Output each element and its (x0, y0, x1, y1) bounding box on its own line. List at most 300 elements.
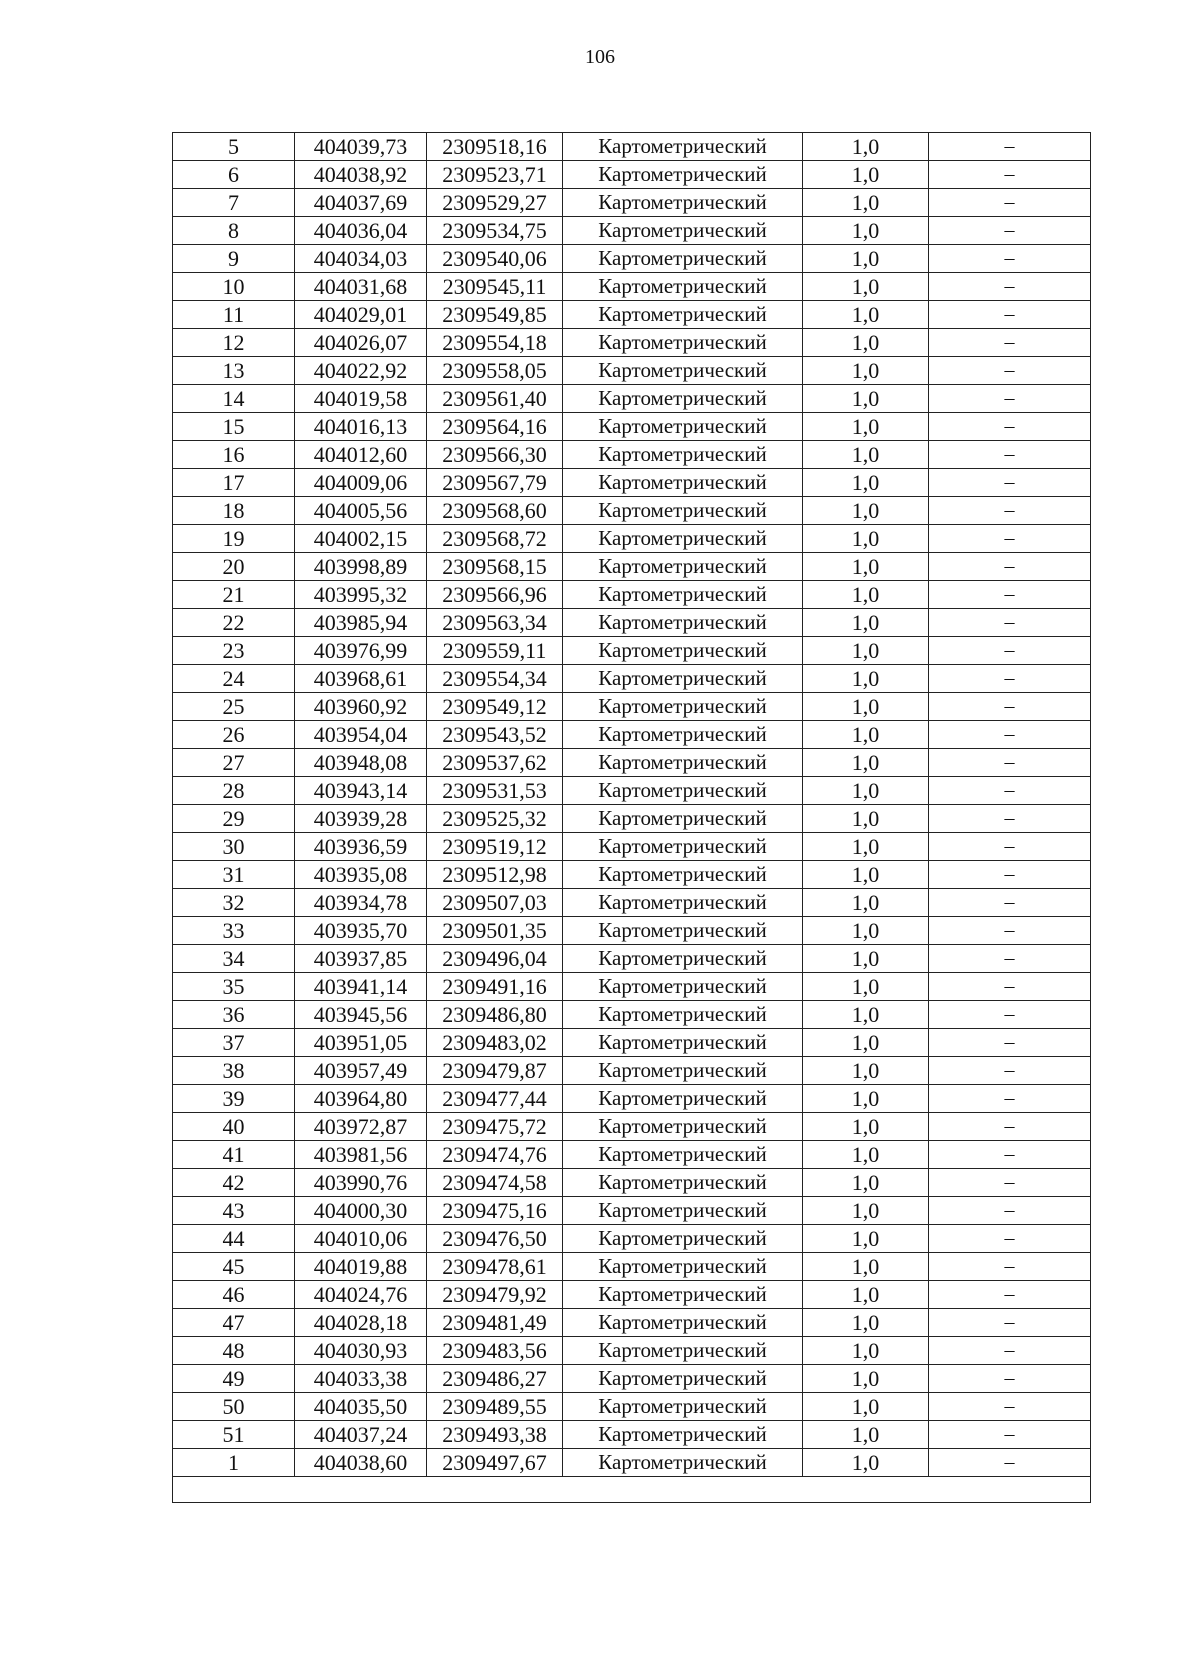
note-cell: – (929, 889, 1091, 917)
note-cell: – (929, 1393, 1091, 1421)
x-coordinate-cell: 404034,03 (295, 245, 427, 273)
y-coordinate-cell: 2309549,12 (427, 693, 563, 721)
precision-cell: 1,0 (803, 301, 929, 329)
x-coordinate-cell: 404022,92 (295, 357, 427, 385)
precision-cell: 1,0 (803, 1281, 929, 1309)
point-number-cell: 6 (173, 161, 295, 189)
note-cell: – (929, 665, 1091, 693)
table-row (173, 189, 1091, 217)
y-coordinate-cell: 2309491,16 (427, 973, 563, 1001)
x-coordinate-cell: 403995,32 (295, 581, 427, 609)
point-number-cell: 19 (173, 525, 295, 553)
note-cell: – (929, 861, 1091, 889)
note-cell: – (929, 441, 1091, 469)
table-row (173, 1253, 1091, 1281)
precision-cell: 1,0 (803, 861, 929, 889)
precision-cell: 1,0 (803, 973, 929, 1001)
precision-cell: 1,0 (803, 469, 929, 497)
precision-cell: 1,0 (803, 1169, 929, 1197)
method-cell: Картометрический (563, 469, 803, 497)
x-coordinate-cell: 404030,93 (295, 1337, 427, 1365)
x-coordinate-cell: 404031,68 (295, 273, 427, 301)
coordinates-table-body (173, 133, 1091, 1503)
y-coordinate-cell: 2309512,98 (427, 861, 563, 889)
point-number-cell: 16 (173, 441, 295, 469)
table-row (173, 357, 1091, 385)
point-number-cell: 23 (173, 637, 295, 665)
precision-cell: 1,0 (803, 833, 929, 861)
method-cell: Картометрический (563, 861, 803, 889)
y-coordinate-cell: 2309501,35 (427, 917, 563, 945)
point-number-cell: 36 (173, 1001, 295, 1029)
point-number-cell: 38 (173, 1057, 295, 1085)
note-cell: – (929, 749, 1091, 777)
note-cell: – (929, 1197, 1091, 1225)
point-number-cell: 45 (173, 1253, 295, 1281)
table-row (173, 693, 1091, 721)
precision-cell: 1,0 (803, 1141, 929, 1169)
method-cell: Картометрический (563, 1113, 803, 1141)
x-coordinate-cell: 404019,88 (295, 1253, 427, 1281)
y-coordinate-cell: 2309568,72 (427, 525, 563, 553)
method-cell: Картометрический (563, 1029, 803, 1057)
table-row (173, 637, 1091, 665)
x-coordinate-cell: 404019,58 (295, 385, 427, 413)
method-cell: Картометрический (563, 161, 803, 189)
point-number-cell: 5 (173, 133, 295, 161)
x-coordinate-cell: 404002,15 (295, 525, 427, 553)
x-coordinate-cell: 404005,56 (295, 497, 427, 525)
table-row (173, 805, 1091, 833)
precision-cell: 1,0 (803, 749, 929, 777)
x-coordinate-cell: 403934,78 (295, 889, 427, 917)
note-cell: – (929, 245, 1091, 273)
x-coordinate-cell: 403985,94 (295, 609, 427, 637)
note-cell: – (929, 637, 1091, 665)
precision-cell: 1,0 (803, 637, 929, 665)
point-number-cell: 7 (173, 189, 295, 217)
precision-cell: 1,0 (803, 1029, 929, 1057)
x-coordinate-cell: 404037,24 (295, 1421, 427, 1449)
point-number-cell: 1 (173, 1449, 295, 1477)
point-number-cell: 50 (173, 1393, 295, 1421)
x-coordinate-cell: 403981,56 (295, 1141, 427, 1169)
x-coordinate-cell: 403964,80 (295, 1085, 427, 1113)
table-row (173, 525, 1091, 553)
x-coordinate-cell: 403957,49 (295, 1057, 427, 1085)
method-cell: Картометрический (563, 441, 803, 469)
precision-cell: 1,0 (803, 1449, 929, 1477)
empty-table-row (173, 1477, 1091, 1503)
y-coordinate-cell: 2309483,56 (427, 1337, 563, 1365)
method-cell: Картометрический (563, 1449, 803, 1477)
y-coordinate-cell: 2309543,52 (427, 721, 563, 749)
table-row (173, 245, 1091, 273)
table-row (173, 1421, 1091, 1449)
y-coordinate-cell: 2309537,62 (427, 749, 563, 777)
y-coordinate-cell: 2309479,92 (427, 1281, 563, 1309)
method-cell: Картометрический (563, 217, 803, 245)
point-number-cell: 47 (173, 1309, 295, 1337)
method-cell: Картометрический (563, 1309, 803, 1337)
method-cell: Картометрический (563, 301, 803, 329)
x-coordinate-cell: 403935,08 (295, 861, 427, 889)
y-coordinate-cell: 2309474,76 (427, 1141, 563, 1169)
method-cell: Картометрический (563, 749, 803, 777)
point-number-cell: 14 (173, 385, 295, 413)
table-row (173, 1085, 1091, 1113)
y-coordinate-cell: 2309507,03 (427, 889, 563, 917)
precision-cell: 1,0 (803, 1309, 929, 1337)
y-coordinate-cell: 2309481,49 (427, 1309, 563, 1337)
point-number-cell: 44 (173, 1225, 295, 1253)
point-number-cell: 28 (173, 777, 295, 805)
table-row (173, 329, 1091, 357)
method-cell: Картометрический (563, 329, 803, 357)
y-coordinate-cell: 2309559,11 (427, 637, 563, 665)
precision-cell: 1,0 (803, 133, 929, 161)
precision-cell: 1,0 (803, 273, 929, 301)
note-cell: – (929, 1169, 1091, 1197)
precision-cell: 1,0 (803, 721, 929, 749)
precision-cell: 1,0 (803, 1085, 929, 1113)
point-number-cell: 42 (173, 1169, 295, 1197)
table-row (173, 973, 1091, 1001)
precision-cell: 1,0 (803, 189, 929, 217)
point-number-cell: 12 (173, 329, 295, 357)
x-coordinate-cell: 404039,73 (295, 133, 427, 161)
x-coordinate-cell: 403939,28 (295, 805, 427, 833)
method-cell: Картометрический (563, 665, 803, 693)
method-cell: Картометрический (563, 1421, 803, 1449)
note-cell: – (929, 553, 1091, 581)
x-coordinate-cell: 404012,60 (295, 441, 427, 469)
point-number-cell: 11 (173, 301, 295, 329)
x-coordinate-cell: 404010,06 (295, 1225, 427, 1253)
y-coordinate-cell: 2309486,27 (427, 1365, 563, 1393)
y-coordinate-cell: 2309489,55 (427, 1393, 563, 1421)
precision-cell: 1,0 (803, 1365, 929, 1393)
note-cell: – (929, 1057, 1091, 1085)
y-coordinate-cell: 2309483,02 (427, 1029, 563, 1057)
precision-cell: 1,0 (803, 525, 929, 553)
y-coordinate-cell: 2309568,15 (427, 553, 563, 581)
table-row (173, 1113, 1091, 1141)
table-row (173, 413, 1091, 441)
table-row (173, 917, 1091, 945)
note-cell: – (929, 217, 1091, 245)
precision-cell: 1,0 (803, 805, 929, 833)
x-coordinate-cell: 404029,01 (295, 301, 427, 329)
precision-cell: 1,0 (803, 1001, 929, 1029)
x-coordinate-cell: 403998,89 (295, 553, 427, 581)
x-coordinate-cell: 404024,76 (295, 1281, 427, 1309)
method-cell: Картометрический (563, 413, 803, 441)
table-row (173, 1169, 1091, 1197)
method-cell: Картометрический (563, 1085, 803, 1113)
y-coordinate-cell: 2309523,71 (427, 161, 563, 189)
note-cell: – (929, 1225, 1091, 1253)
note-cell: – (929, 1001, 1091, 1029)
x-coordinate-cell: 403976,99 (295, 637, 427, 665)
y-coordinate-cell: 2309476,50 (427, 1225, 563, 1253)
point-number-cell: 24 (173, 665, 295, 693)
table-row (173, 581, 1091, 609)
note-cell: – (929, 833, 1091, 861)
point-number-cell: 9 (173, 245, 295, 273)
y-coordinate-cell: 2309497,67 (427, 1449, 563, 1477)
x-coordinate-cell: 403960,92 (295, 693, 427, 721)
method-cell: Картометрический (563, 973, 803, 1001)
note-cell: – (929, 1309, 1091, 1337)
point-number-cell: 34 (173, 945, 295, 973)
precision-cell: 1,0 (803, 161, 929, 189)
precision-cell: 1,0 (803, 553, 929, 581)
precision-cell: 1,0 (803, 357, 929, 385)
method-cell: Картометрический (563, 721, 803, 749)
y-coordinate-cell: 2309478,61 (427, 1253, 563, 1281)
x-coordinate-cell: 404009,06 (295, 469, 427, 497)
y-coordinate-cell: 2309554,34 (427, 665, 563, 693)
x-coordinate-cell: 404038,92 (295, 161, 427, 189)
point-number-cell: 49 (173, 1365, 295, 1393)
point-number-cell: 20 (173, 553, 295, 581)
table-row (173, 217, 1091, 245)
y-coordinate-cell: 2309531,53 (427, 777, 563, 805)
point-number-cell: 48 (173, 1337, 295, 1365)
table-row (173, 889, 1091, 917)
x-coordinate-cell: 403945,56 (295, 1001, 427, 1029)
table-row (173, 1337, 1091, 1365)
precision-cell: 1,0 (803, 441, 929, 469)
x-coordinate-cell: 404033,38 (295, 1365, 427, 1393)
precision-cell: 1,0 (803, 217, 929, 245)
precision-cell: 1,0 (803, 413, 929, 441)
point-number-cell: 15 (173, 413, 295, 441)
precision-cell: 1,0 (803, 889, 929, 917)
table-row (173, 609, 1091, 637)
table-row (173, 497, 1091, 525)
note-cell: – (929, 581, 1091, 609)
table-row (173, 1141, 1091, 1169)
precision-cell: 1,0 (803, 609, 929, 637)
method-cell: Картометрический (563, 1057, 803, 1085)
precision-cell: 1,0 (803, 245, 929, 273)
precision-cell: 1,0 (803, 581, 929, 609)
table-row (173, 385, 1091, 413)
x-coordinate-cell: 404026,07 (295, 329, 427, 357)
precision-cell: 1,0 (803, 1057, 929, 1085)
point-number-cell: 40 (173, 1113, 295, 1141)
y-coordinate-cell: 2309474,58 (427, 1169, 563, 1197)
x-coordinate-cell: 404038,60 (295, 1449, 427, 1477)
point-number-cell: 18 (173, 497, 295, 525)
point-number-cell: 51 (173, 1421, 295, 1449)
precision-cell: 1,0 (803, 1113, 929, 1141)
x-coordinate-cell: 404036,04 (295, 217, 427, 245)
note-cell: – (929, 805, 1091, 833)
precision-cell: 1,0 (803, 385, 929, 413)
method-cell: Картометрический (563, 273, 803, 301)
y-coordinate-cell: 2309486,80 (427, 1001, 563, 1029)
method-cell: Картометрический (563, 1365, 803, 1393)
table-row (173, 833, 1091, 861)
table-row (173, 1001, 1091, 1029)
table-row (173, 553, 1091, 581)
note-cell: – (929, 189, 1091, 217)
precision-cell: 1,0 (803, 665, 929, 693)
y-coordinate-cell: 2309475,72 (427, 1113, 563, 1141)
x-coordinate-cell: 403936,59 (295, 833, 427, 861)
y-coordinate-cell: 2309525,32 (427, 805, 563, 833)
precision-cell: 1,0 (803, 1225, 929, 1253)
x-coordinate-cell: 403951,05 (295, 1029, 427, 1057)
table-row (173, 161, 1091, 189)
table-row (173, 1057, 1091, 1085)
x-coordinate-cell: 403935,70 (295, 917, 427, 945)
method-cell: Картометрический (563, 581, 803, 609)
y-coordinate-cell: 2309479,87 (427, 1057, 563, 1085)
method-cell: Картометрический (563, 525, 803, 553)
y-coordinate-cell: 2309564,16 (427, 413, 563, 441)
method-cell: Картометрический (563, 609, 803, 637)
method-cell: Картометрический (563, 497, 803, 525)
precision-cell: 1,0 (803, 917, 929, 945)
table-row (173, 273, 1091, 301)
y-coordinate-cell: 2309566,96 (427, 581, 563, 609)
table-row (173, 1029, 1091, 1057)
point-number-cell: 21 (173, 581, 295, 609)
point-number-cell: 33 (173, 917, 295, 945)
x-coordinate-cell: 404000,30 (295, 1197, 427, 1225)
method-cell: Картометрический (563, 693, 803, 721)
table-row (173, 777, 1091, 805)
method-cell: Картометрический (563, 833, 803, 861)
note-cell: – (929, 973, 1091, 1001)
note-cell: – (929, 1253, 1091, 1281)
method-cell: Картометрический (563, 1169, 803, 1197)
method-cell: Картометрический (563, 1337, 803, 1365)
method-cell: Картометрический (563, 777, 803, 805)
point-number-cell: 41 (173, 1141, 295, 1169)
point-number-cell: 46 (173, 1281, 295, 1309)
y-coordinate-cell: 2309568,60 (427, 497, 563, 525)
y-coordinate-cell: 2309540,06 (427, 245, 563, 273)
y-coordinate-cell: 2309519,12 (427, 833, 563, 861)
x-coordinate-cell: 404035,50 (295, 1393, 427, 1421)
table-row (173, 861, 1091, 889)
note-cell: – (929, 693, 1091, 721)
table-row (173, 945, 1091, 973)
table-row (173, 665, 1091, 693)
precision-cell: 1,0 (803, 693, 929, 721)
note-cell: – (929, 777, 1091, 805)
table-row (173, 1309, 1091, 1337)
x-coordinate-cell: 403968,61 (295, 665, 427, 693)
x-coordinate-cell: 404028,18 (295, 1309, 427, 1337)
point-number-cell: 27 (173, 749, 295, 777)
method-cell: Картометрический (563, 805, 803, 833)
x-coordinate-cell: 403972,87 (295, 1113, 427, 1141)
note-cell: – (929, 1029, 1091, 1057)
note-cell: – (929, 1281, 1091, 1309)
method-cell: Картометрический (563, 245, 803, 273)
table-row (173, 1281, 1091, 1309)
table-row (173, 1197, 1091, 1225)
method-cell: Картометрический (563, 1141, 803, 1169)
note-cell: – (929, 917, 1091, 945)
method-cell: Картометрический (563, 1001, 803, 1029)
table-row (173, 133, 1091, 161)
note-cell: – (929, 469, 1091, 497)
table-row (173, 301, 1091, 329)
method-cell: Картометрический (563, 553, 803, 581)
y-coordinate-cell: 2309549,85 (427, 301, 563, 329)
point-number-cell: 29 (173, 805, 295, 833)
y-coordinate-cell: 2309529,27 (427, 189, 563, 217)
method-cell: Картометрический (563, 1225, 803, 1253)
note-cell: – (929, 357, 1091, 385)
x-coordinate-cell: 404016,13 (295, 413, 427, 441)
table-row (173, 469, 1091, 497)
table-row (173, 1365, 1091, 1393)
y-coordinate-cell: 2309545,11 (427, 273, 563, 301)
note-cell: – (929, 385, 1091, 413)
precision-cell: 1,0 (803, 777, 929, 805)
page-number: 106 (585, 46, 615, 68)
point-number-cell: 25 (173, 693, 295, 721)
precision-cell: 1,0 (803, 1421, 929, 1449)
method-cell: Картометрический (563, 1393, 803, 1421)
method-cell: Картометрический (563, 1253, 803, 1281)
y-coordinate-cell: 2309534,75 (427, 217, 563, 245)
y-coordinate-cell: 2309493,38 (427, 1421, 563, 1449)
method-cell: Картометрический (563, 637, 803, 665)
point-number-cell: 13 (173, 357, 295, 385)
method-cell: Картометрический (563, 1281, 803, 1309)
x-coordinate-cell: 403943,14 (295, 777, 427, 805)
y-coordinate-cell: 2309566,30 (427, 441, 563, 469)
note-cell: – (929, 721, 1091, 749)
y-coordinate-cell: 2309561,40 (427, 385, 563, 413)
y-coordinate-cell: 2309496,04 (427, 945, 563, 973)
point-number-cell: 37 (173, 1029, 295, 1057)
method-cell: Картометрический (563, 917, 803, 945)
y-coordinate-cell: 2309477,44 (427, 1085, 563, 1113)
note-cell: – (929, 413, 1091, 441)
note-cell: – (929, 1421, 1091, 1449)
precision-cell: 1,0 (803, 945, 929, 973)
coordinates-table (172, 132, 1091, 1503)
method-cell: Картометрический (563, 385, 803, 413)
precision-cell: 1,0 (803, 1253, 929, 1281)
point-number-cell: 35 (173, 973, 295, 1001)
point-number-cell: 26 (173, 721, 295, 749)
note-cell: – (929, 609, 1091, 637)
point-number-cell: 32 (173, 889, 295, 917)
x-coordinate-cell: 403941,14 (295, 973, 427, 1001)
note-cell: – (929, 301, 1091, 329)
empty-cell (173, 1477, 1091, 1503)
x-coordinate-cell: 403937,85 (295, 945, 427, 973)
y-coordinate-cell: 2309518,16 (427, 133, 563, 161)
x-coordinate-cell: 403954,04 (295, 721, 427, 749)
y-coordinate-cell: 2309563,34 (427, 609, 563, 637)
method-cell: Картометрический (563, 357, 803, 385)
table-row (173, 441, 1091, 469)
x-coordinate-cell: 404037,69 (295, 189, 427, 217)
table-row (173, 1449, 1091, 1477)
